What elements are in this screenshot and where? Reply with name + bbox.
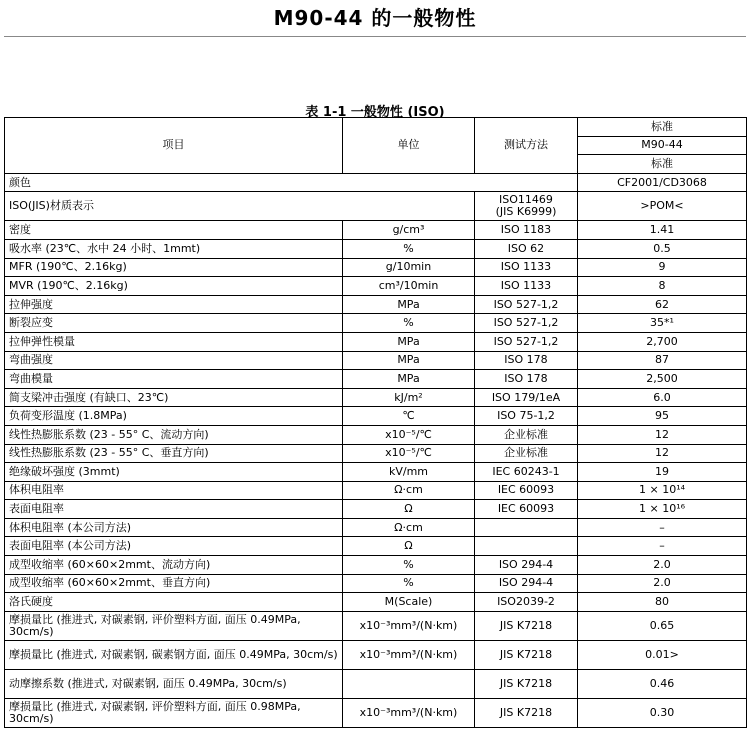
- document-title: M90-44 的一般物性: [273, 6, 477, 30]
- test-method: ISO11469 (JIS K6999): [475, 192, 578, 221]
- property-unit: x10⁻⁵/℃: [343, 444, 475, 463]
- property-name: 体积电阻率: [5, 481, 343, 500]
- table-row: [5, 351, 747, 370]
- property-unit: cm³/10min: [343, 277, 475, 296]
- property-unit: MPa: [343, 370, 475, 389]
- property-name: 线性热膨胀系数 (23 - 55° C、垂直方向): [5, 444, 343, 463]
- property-unit: x10⁻³mm³/(N·km): [343, 611, 475, 640]
- test-method: ISO 294-4: [475, 556, 578, 575]
- property-name: 摩损量比 (推进式, 对碳素钢, 碳素钢方面, 面压 0.49MPa, 30cm/s): [5, 640, 343, 669]
- property-unit: %: [343, 239, 475, 258]
- table-caption: 表 1-1 一般物性 (ISO): [305, 105, 445, 120]
- property-name: 断裂应变: [5, 314, 343, 333]
- table-row: [5, 444, 747, 463]
- property-name: 成型收缩率 (60×60×2mmt、垂直方向): [5, 574, 343, 593]
- table-row: [5, 537, 747, 556]
- property-name: 摩损量比 (推进式, 对碳素钢, 评价塑料方面, 面压 0.49MPa, 30cm/s): [5, 611, 343, 640]
- property-name: MVR (190℃、2.16kg): [5, 277, 343, 296]
- test-method: ISO 62: [475, 239, 578, 258]
- table-row: [5, 500, 747, 519]
- property-value: 19: [578, 463, 747, 482]
- table-row: [5, 518, 747, 537]
- test-method: ISO 1133: [475, 277, 578, 296]
- property-value: 12: [578, 425, 747, 444]
- property-value: 2.0: [578, 574, 747, 593]
- test-method: ISO 178: [475, 351, 578, 370]
- test-method: ISO 527-1,2: [475, 332, 578, 351]
- header-method: 测试方法: [475, 118, 578, 174]
- property-value: 35*¹: [578, 314, 747, 333]
- property-value: CF2001/CD3068: [578, 173, 747, 192]
- property-unit: %: [343, 314, 475, 333]
- table-row: [5, 239, 747, 258]
- property-value: 12: [578, 444, 747, 463]
- property-name: MFR (190℃、2.16kg): [5, 258, 343, 277]
- table-row: [5, 640, 747, 669]
- test-method: ISO 527-1,2: [475, 295, 578, 314]
- property-value: 1.41: [578, 221, 747, 240]
- table-row: [5, 593, 747, 612]
- property-value: 2.0: [578, 556, 747, 575]
- table-row: [5, 556, 747, 575]
- property-name: 表面电阻率 (本公司方法): [5, 537, 343, 556]
- property-name: 负荷变形温度 (1.8MPa): [5, 407, 343, 426]
- test-method: ISO 1133: [475, 258, 578, 277]
- property-unit: M(Scale): [343, 593, 475, 612]
- test-method: JIS K7218: [475, 611, 578, 640]
- property-name: 动摩擦系数 (推进式, 对碳素钢, 面压 0.49MPa, 30cm/s): [5, 669, 343, 698]
- property-value: –: [578, 518, 747, 537]
- property-name: 弯曲模量: [5, 370, 343, 389]
- property-value: –: [578, 537, 747, 556]
- test-method: ISO 294-4: [475, 574, 578, 593]
- test-method: IEC 60093: [475, 481, 578, 500]
- property-value: 0.65: [578, 611, 747, 640]
- property-unit: [343, 669, 475, 698]
- table-row: [5, 314, 747, 333]
- test-method: [475, 537, 578, 556]
- test-method: 企业标准: [475, 444, 578, 463]
- table-row: [5, 425, 747, 444]
- property-name: 体积电阻率 (本公司方法): [5, 518, 343, 537]
- property-unit: Ω·cm: [343, 518, 475, 537]
- property-unit: %: [343, 556, 475, 575]
- property-name: 吸水率 (23℃、水中 24 小时、1mmt): [5, 239, 343, 258]
- property-value: 95: [578, 407, 747, 426]
- property-unit: MPa: [343, 351, 475, 370]
- table-row: [5, 192, 747, 221]
- test-method: ISO2039-2: [475, 593, 578, 612]
- property-unit: g/10min: [343, 258, 475, 277]
- property-unit: ℃: [343, 407, 475, 426]
- property-unit: x10⁻³mm³/(N·km): [343, 640, 475, 669]
- property-unit: x10⁻³mm³/(N·km): [343, 698, 475, 727]
- property-name: 成型收缩率 (60×60×2mmt、流动方向): [5, 556, 343, 575]
- property-value: 6.0: [578, 388, 747, 407]
- property-unit: Ω: [343, 500, 475, 519]
- table-row: [5, 698, 747, 727]
- property-value: 1 × 10¹⁶: [578, 500, 747, 519]
- property-unit: Ω·cm: [343, 481, 475, 500]
- test-method: ISO 527-1,2: [475, 314, 578, 333]
- test-method: ISO 75-1,2: [475, 407, 578, 426]
- header-standard-top: 标准: [578, 118, 747, 137]
- property-unit: MPa: [343, 295, 475, 314]
- property-name: 拉伸弹性模量: [5, 332, 343, 351]
- table-row: [5, 332, 747, 351]
- property-unit: %: [343, 574, 475, 593]
- property-unit: kJ/m²: [343, 388, 475, 407]
- property-name: 表面电阻率: [5, 500, 343, 519]
- table-row: [5, 370, 747, 389]
- table-row: [5, 295, 747, 314]
- test-method: IEC 60243-1: [475, 463, 578, 482]
- property-value: 0.01>: [578, 640, 747, 669]
- property-value: 8: [578, 277, 747, 296]
- property-value: 9: [578, 258, 747, 277]
- table-row: [5, 407, 747, 426]
- table-row: [5, 574, 747, 593]
- test-method: [475, 518, 578, 537]
- property-value: 1 × 10¹⁴: [578, 481, 747, 500]
- property-name: 摩损量比 (推进式, 对碳素钢, 评价塑料方面, 面压 0.98MPa, 30cm/s): [5, 698, 343, 727]
- property-name: 密度: [5, 221, 343, 240]
- table-row: [5, 221, 747, 240]
- test-method: JIS K7218: [475, 669, 578, 698]
- property-value: 62: [578, 295, 747, 314]
- property-unit: x10⁻⁵/℃: [343, 425, 475, 444]
- table-row: [5, 388, 747, 407]
- test-method: ISO 1183: [475, 221, 578, 240]
- property-name: 弯曲强度: [5, 351, 343, 370]
- property-value: 2,500: [578, 370, 747, 389]
- test-method: IEC 60093: [475, 500, 578, 519]
- property-value: 2,700: [578, 332, 747, 351]
- properties-table: [4, 117, 747, 728]
- property-value: 87: [578, 351, 747, 370]
- property-value: 0.30: [578, 698, 747, 727]
- table-row: [5, 481, 747, 500]
- property-name: 洛氏硬度: [5, 593, 343, 612]
- title-divider: [4, 36, 746, 37]
- property-name: 绝缘破坏强度 (3mmt): [5, 463, 343, 482]
- property-name: ISO(JIS)材质表示: [5, 192, 475, 221]
- table-row: [5, 669, 747, 698]
- header-standard-bottom: 标准: [578, 155, 747, 174]
- test-method: ISO 179/1eA: [475, 388, 578, 407]
- test-method: JIS K7218: [475, 698, 578, 727]
- test-method: 企业标准: [475, 425, 578, 444]
- property-unit: Ω: [343, 537, 475, 556]
- property-name: 拉伸强度: [5, 295, 343, 314]
- property-name: 线性热膨胀系数 (23 - 55° C、流动方向): [5, 425, 343, 444]
- property-unit: MPa: [343, 332, 475, 351]
- table-row: [5, 463, 747, 482]
- property-name: 颜色: [5, 173, 578, 192]
- property-unit: kV/mm: [343, 463, 475, 482]
- property-unit: g/cm³: [343, 221, 475, 240]
- test-method: ISO 178: [475, 370, 578, 389]
- header-grade: M90-44: [578, 136, 747, 155]
- header-item: 项目: [5, 118, 343, 174]
- table-row: [5, 258, 747, 277]
- table-row: [5, 611, 747, 640]
- header-unit: 单位: [343, 118, 475, 174]
- table-row: [5, 277, 747, 296]
- property-value: 0.5: [578, 239, 747, 258]
- table-row: [5, 173, 747, 192]
- test-method: JIS K7218: [475, 640, 578, 669]
- property-name: 简支梁冲击强度 (有缺口、23℃): [5, 388, 343, 407]
- property-value: 0.46: [578, 669, 747, 698]
- property-value: >POM<: [578, 192, 747, 221]
- property-value: 80: [578, 593, 747, 612]
